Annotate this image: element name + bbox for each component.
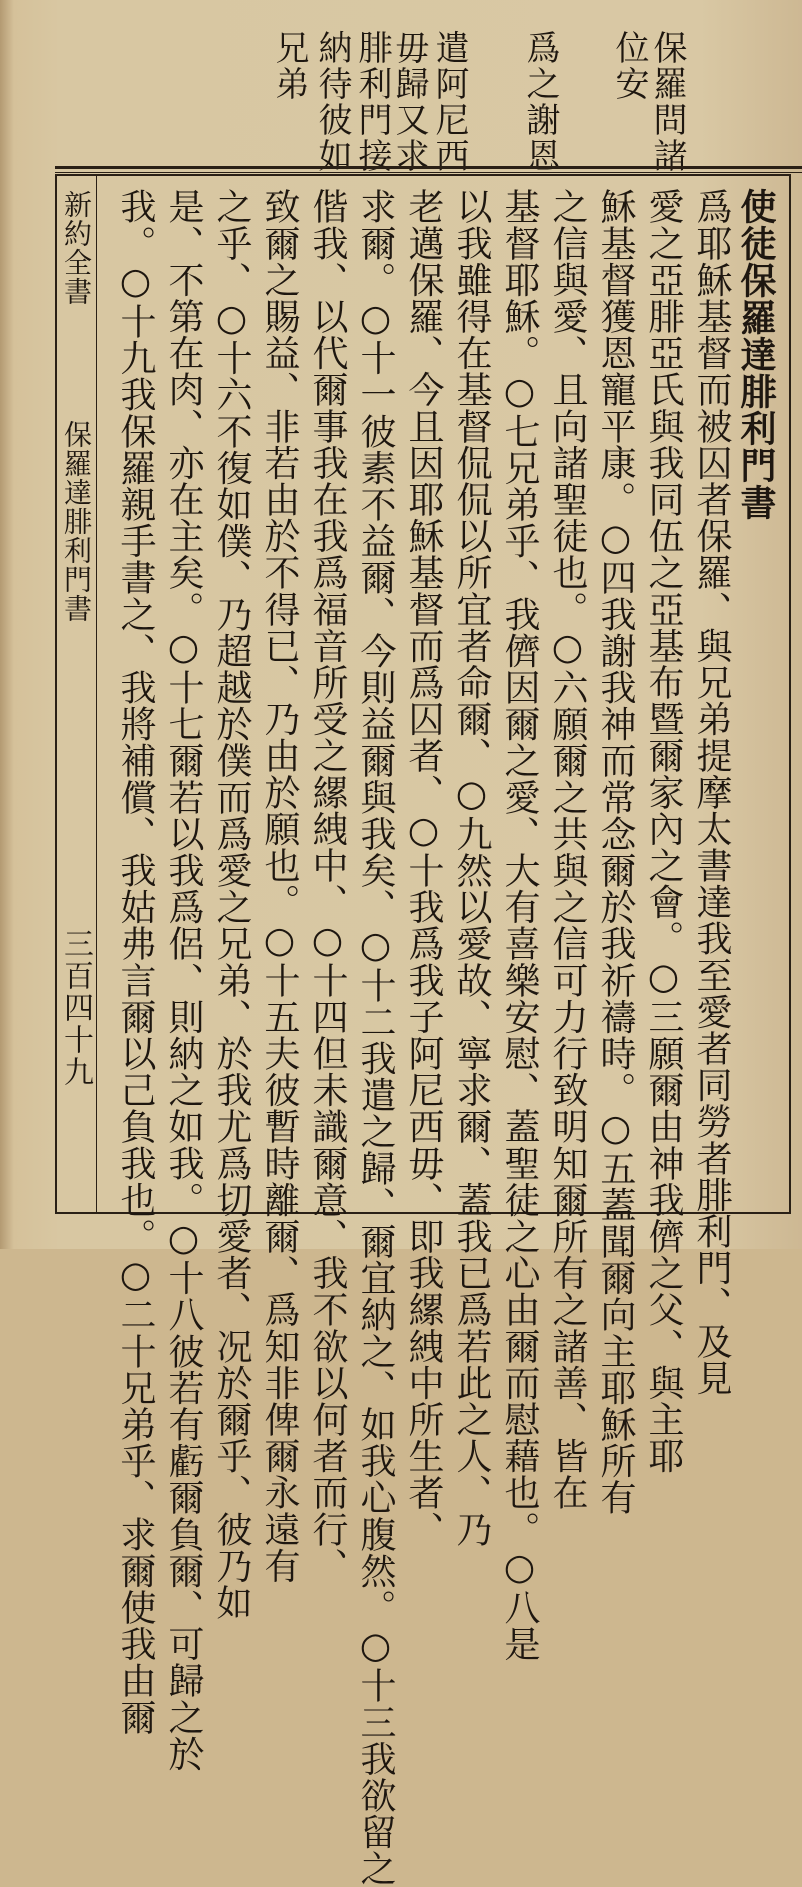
body-column-2: 愛之亞腓亞氏與我同伍之亞基布暨爾家內之會。○三願爾由神我儕之父、與主耶 <box>643 188 684 1474</box>
body-column-8: 求爾。○十一彼素不益爾、今則益爾與我矣、○十二我遣之歸、爾宜納之、如我心腹然。○十三我欲留之 <box>355 188 396 1887</box>
header-note-col-5: 毋歸又求 <box>389 30 429 174</box>
margin-divider <box>96 176 97 1213</box>
body-column-4: 之信與愛、且向諸聖徒也。○六願爾之共與之信可力行致明知爾所有之諸善、皆在 <box>547 188 588 1511</box>
body-column-12: 是、不第在肉、亦在主矣。○十七爾若以我爲侶、則納之如我。○十八彼若有虧爾負爾、可歸之於 <box>163 188 204 1772</box>
margin-running-title: 保羅達腓利門書 <box>60 420 93 623</box>
top-double-rule <box>55 166 802 173</box>
header-note-col-1: 保羅問諸 <box>647 30 687 174</box>
margin-book-name: 新約全書 <box>60 190 93 306</box>
header-note-col-7: 納待彼如 <box>312 30 352 174</box>
header-note-col-8: 兄弟 <box>269 30 309 102</box>
body-column-1: 爲耶穌基督而被囚者保羅、與兄弟提摩太書達我至愛者同勞者腓利門、及見 <box>691 188 732 1396</box>
body-column-13: 我。○十九我保羅親手書之、我將補償、我姑弗言爾以己負我也。○二十兄弟乎、求爾使我由爾 <box>115 188 156 1736</box>
body-column-6: 以我雖得在基督侃侃以所宜者命爾、○九然以愛故、寧求爾、蓋我已爲若此之人、乃 <box>451 188 492 1548</box>
book-title: 使徒保羅達腓利門書 <box>735 188 777 521</box>
body-column-3: 穌基督獲恩寵平康。○四我謝我神而常念爾於我祈禱時。○五蓋聞爾向主耶穌所有 <box>595 188 636 1516</box>
body-column-11: 之乎、○十六不復如僕、乃超越於僕而爲愛之兄弟、於我尤爲切愛者、况於爾乎、彼乃如 <box>211 188 252 1621</box>
body-column-5: 基督耶穌。○七兄弟乎、我儕因爾之愛、大有喜樂安慰、蓋聖徒之心由爾而慰藉也。○八是 <box>499 188 540 1662</box>
body-column-7: 老邁保羅、今且因耶穌基督而爲囚者、○十我爲我子阿尼西毋、即我縲絏中所生者、 <box>403 188 444 1548</box>
page-number: 三百四十九 <box>58 928 93 1088</box>
header-note-col-4: 遣阿尼西 <box>429 30 469 174</box>
header-note-col-3: 爲之謝恩 <box>520 30 560 174</box>
body-column-10: 致爾之賜益、非若由於不得已、乃由於願也。○十五夫彼暫時離爾、爲知非俾爾永遠有 <box>259 188 300 1584</box>
body-column-9: 偕我、以代爾事我在我爲福音所受之縲絏中、○十四但未識爾意、我不欲以何者而行、 <box>307 188 348 1584</box>
header-note-col-2: 位安 <box>609 30 649 102</box>
header-note-col-6: 腓利門接 <box>352 30 392 174</box>
